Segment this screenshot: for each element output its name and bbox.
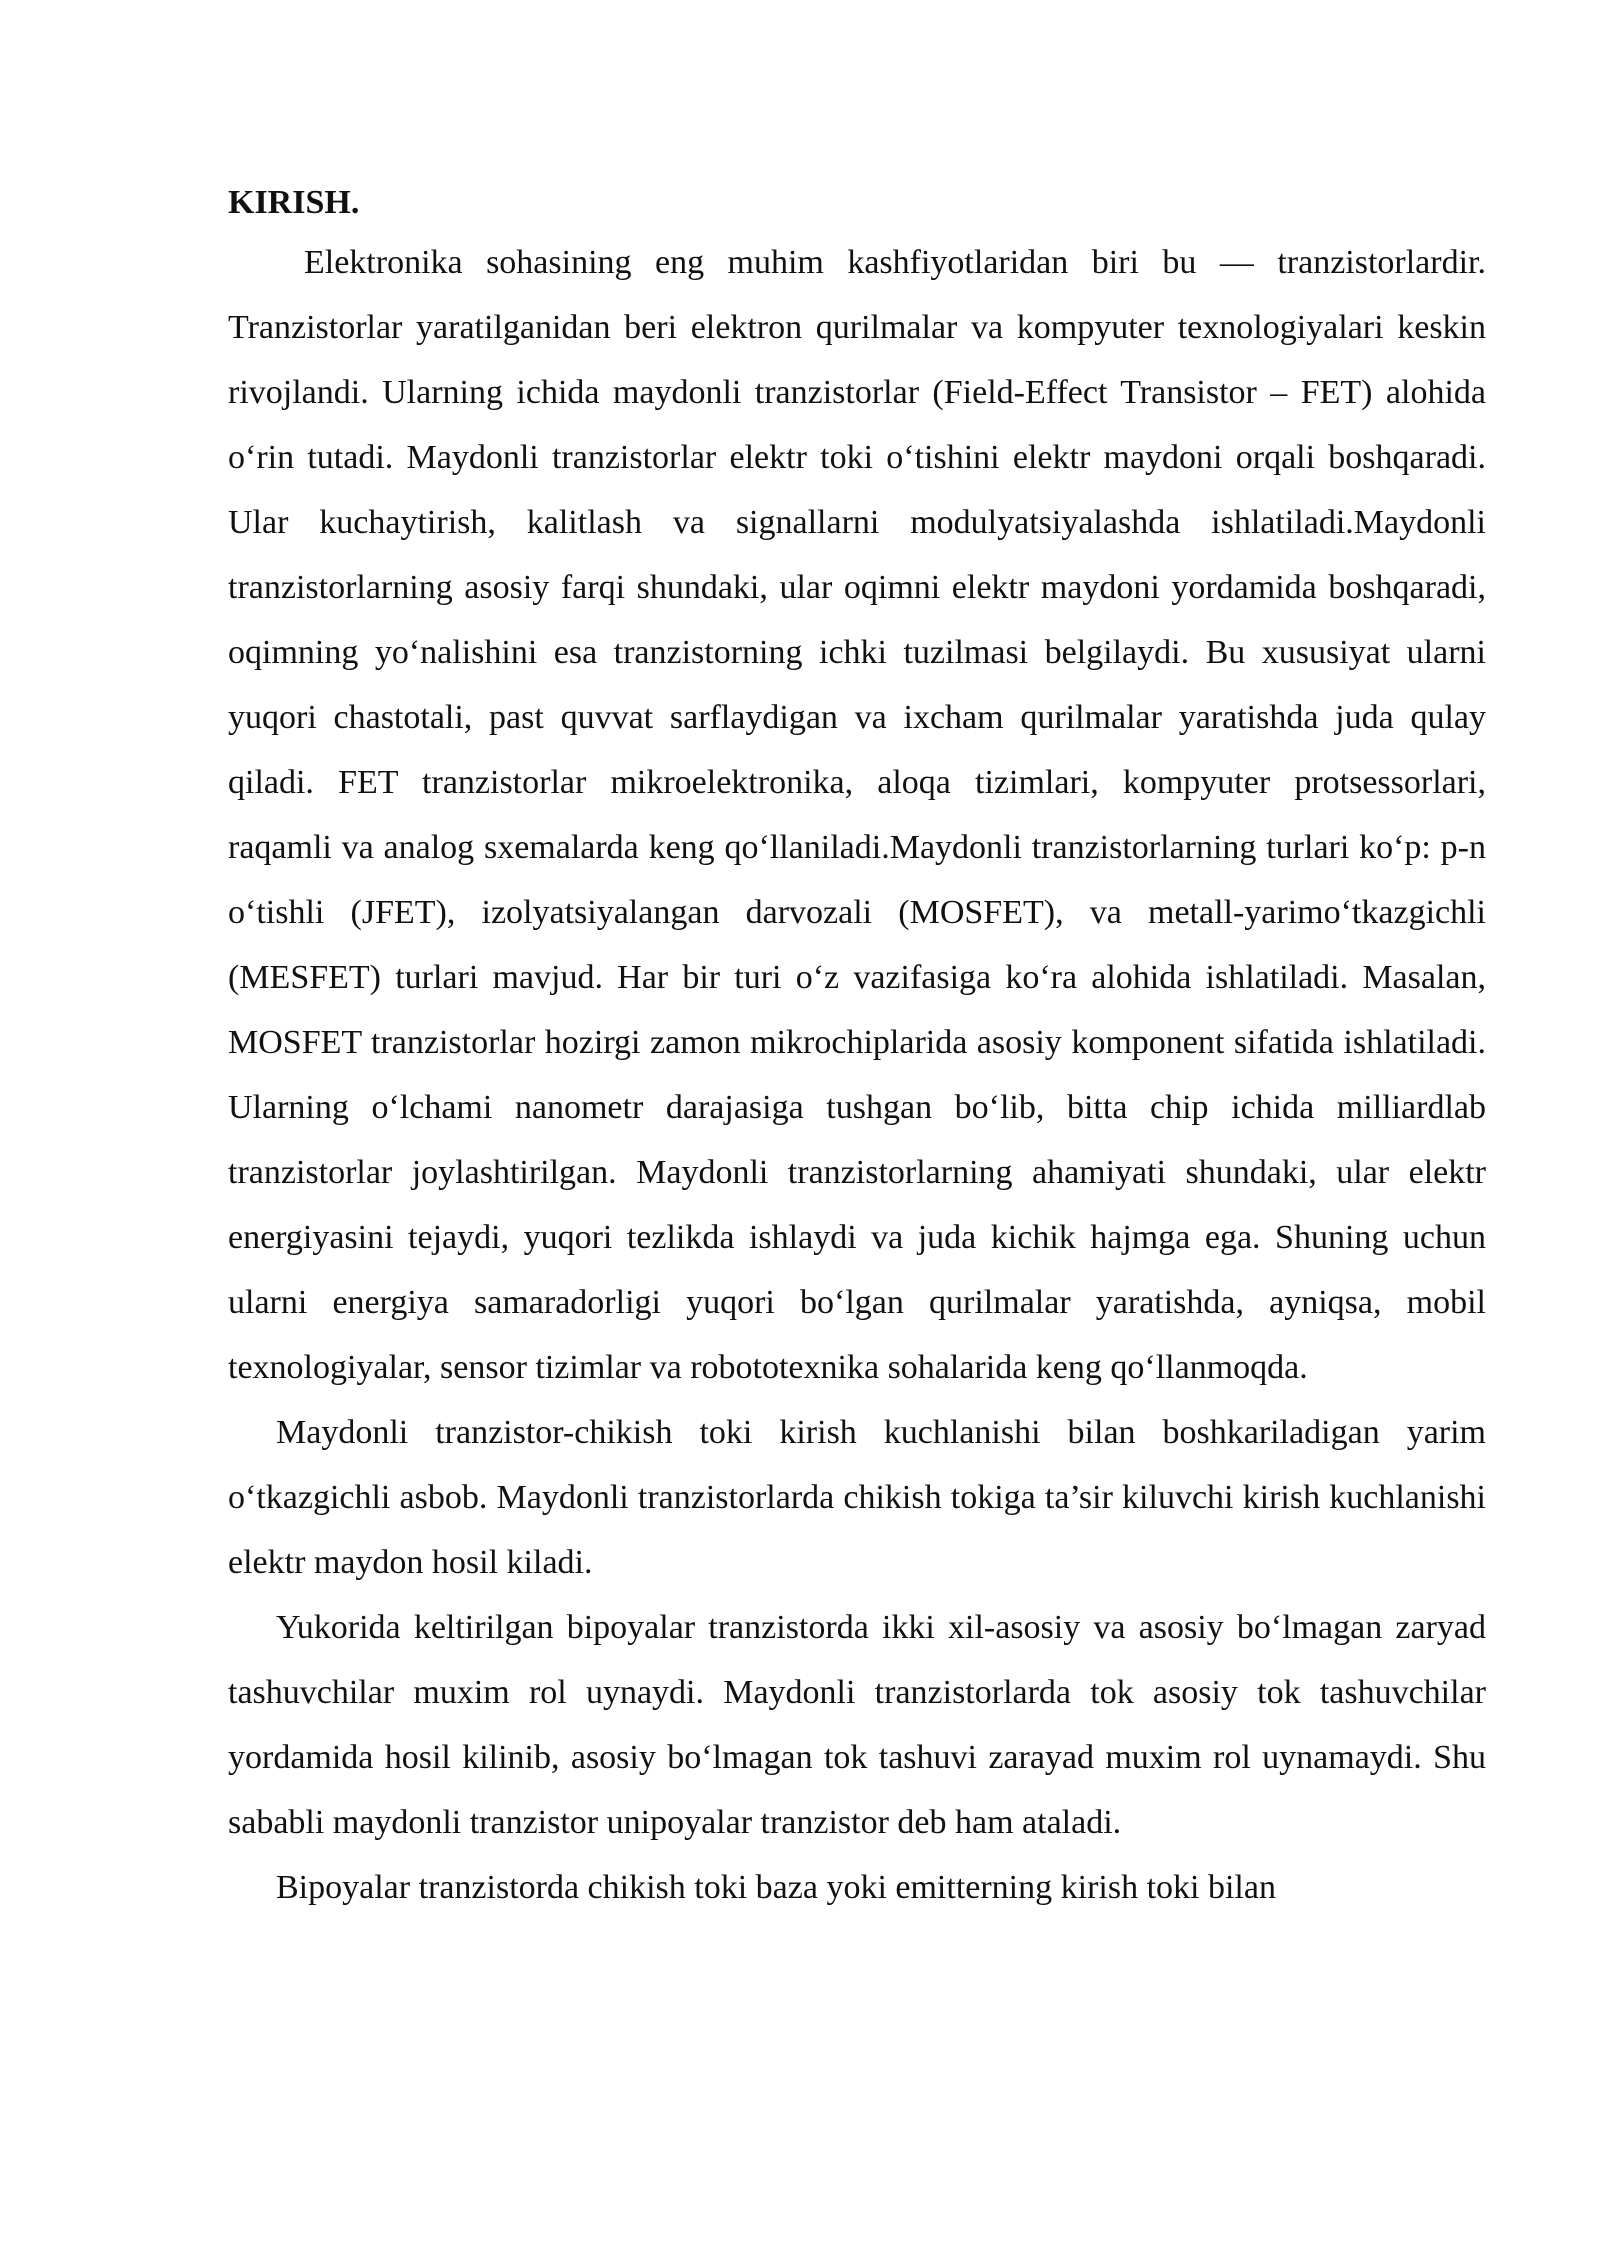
intro-paragraph: Elektronika sohasining eng muhim kashfiyotlaridan biri bu — tranzistorlardir. Tranzistorlar yaratilganidan beri elektron qurilmalar va kompyuter texnologiyalari keskin rivojlandi. Ularning ichida maydonli tranzistorlar (Field-Effect Transistor – FET) alohida o‘rin tutadi. Maydonli tranzistorlar elektr toki o‘tishini elektr maydoni orqali boshqaradi. Ular kuchaytirish, kalitlash va signallarni modulyatsiyalashda ishlatiladi.Maydonli tranzistorlarning asosiy farqi shundaki, ular oqimni elektr maydoni yordamida boshqaradi, oqimning yo‘nalishini esa tranzistorning ichki tuzilmasi belgilaydi. Bu xususiyat ularni yuqori chastotali, past quvvat sarflaydigan va ixcham qurilmalar yaratishda juda qulay qiladi. FET tranzistorlar mikroelektronika, aloqa tizimlari, kompyuter protsessorlari, raqamli va analog sxemalarda keng qo‘llaniladi.Maydonli tranzistorlarning turlari ko‘p: p-n o‘tishli (JFET), izolyatsiyalangan darvozali (MOSFET), va metall-yarimo‘tkazgichli (MESFET) turlari mavjud. Har bir turi o‘z vazifasiga ko‘ra alohida ishlatiladi. Masalan, MOSFET tranzistorlar hozirgi zamon mikrochiplarida asosiy komponent sifatida ishlatiladi. Ularning o‘lchami nanometr darajasiga tushgan bo‘lib, bitta chip ichida milliardlab tranzistorlar joylashtirilgan. Maydonli tranzistorlarning ahamiyati shundaki, ular elektr energiyasini tejaydi, yuqori tezlikda ishlaydi va juda kichik hajmga ega. Shuning uchun ularni energiya samaradorligi yuqori bo‘lgan qurilmalar yaratishda, ayniqsa, mobil texnologiyalar, sensor tizimlar va robototexnika sohalarida keng qo‘llanmoqda. [228, 244, 1486, 1386]
charge-carriers-paragraph: Yukorida keltirilgan bipoyalar tranzistorda ikki xil-asosiy va asosiy bo‘lmagan zaryad tashuvchilar muxim rol uynaydi. Maydonli tranzistorlarda tok asosiy tok tashuvchilar yordamida hosil kilinib, asosiy bo‘lmagan tok tashuvi zarayad muxim rol uynamaydi. Shu sababli maydonli tranzistor unipoyalar tranzistor deb ham ataladi. [228, 1609, 1486, 1841]
definition-paragraph: Maydonli tranzistor-chikish toki kirish kuchlanishi bilan boshkariladigan yarim o‘tkazgichli asbob. Maydonli tranzistorlarda chikish tokiga ta’sir kiluvchi kirish kuchlanishi elektr maydon hosil kiladi. [228, 1414, 1486, 1581]
bipolar-paragraph: Bipoyalar tranzistorda chikish toki baza yoki emitterning kirish toki bilan [276, 1869, 1276, 1906]
page-title: KIRISH. [228, 184, 360, 221]
document-page [228, 176, 1486, 1920]
